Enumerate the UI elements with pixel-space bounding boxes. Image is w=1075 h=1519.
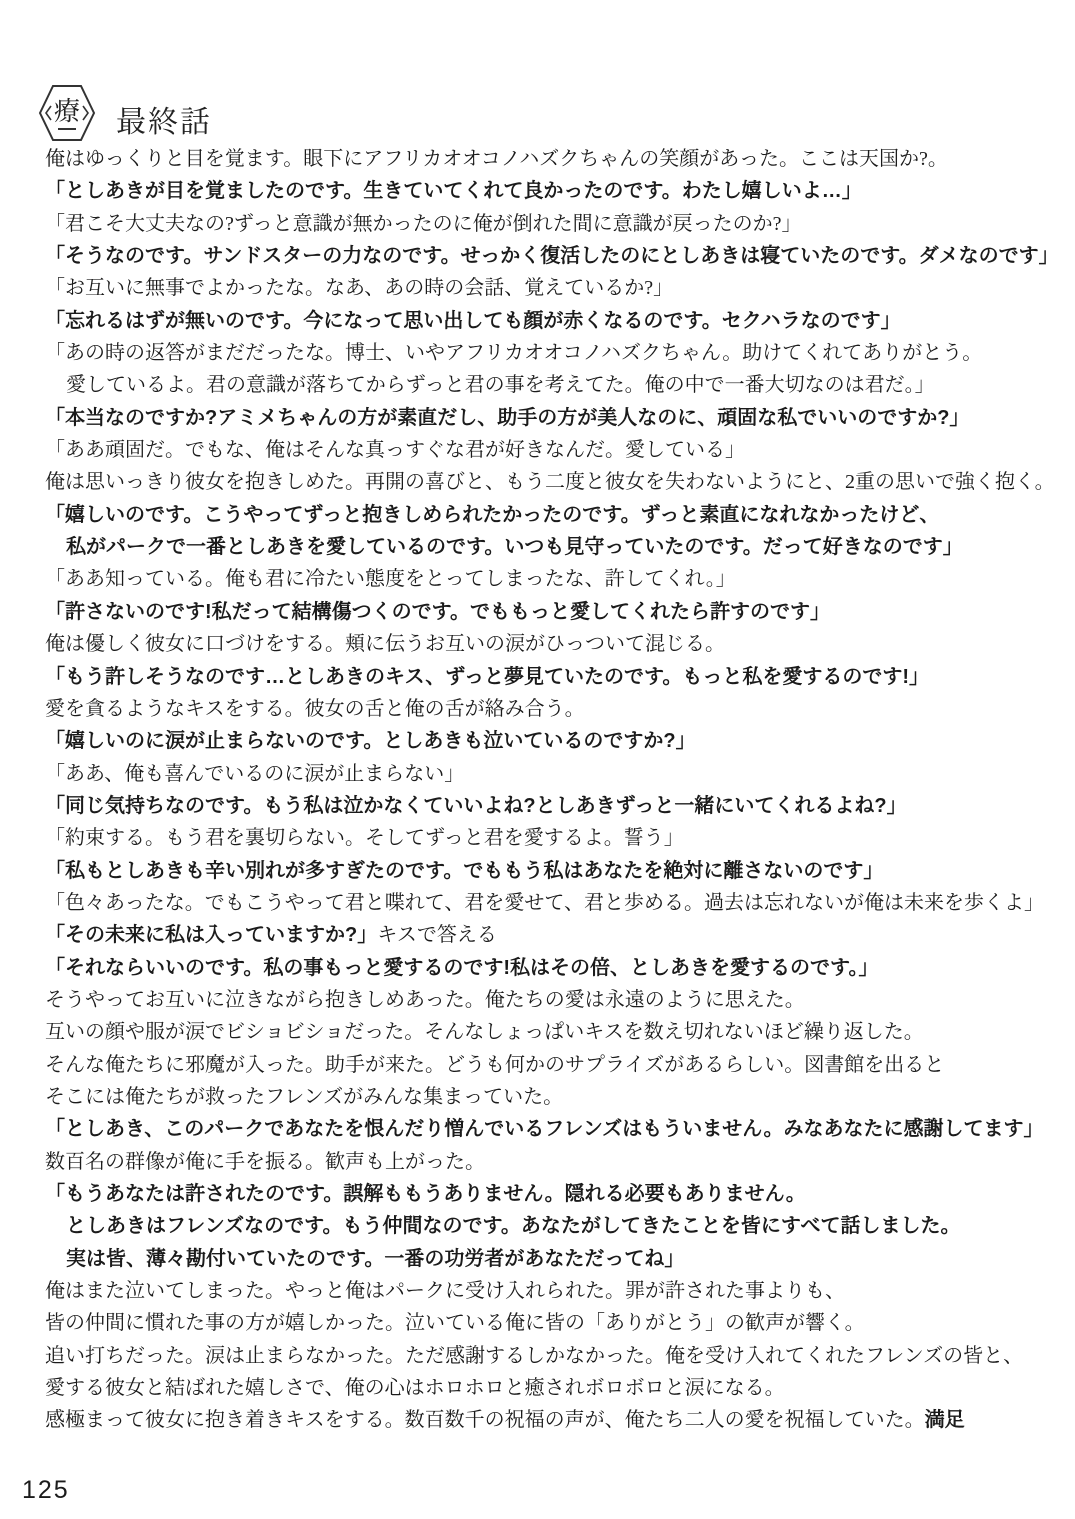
text-line — [45, 499, 1045, 531]
dialogue-bold-segment: 「嬉しいのです。こうやってずっと抱きしめられたかったのです。ずっと素直になれなかったけど、 — [45, 503, 940, 526]
narration-segment: 「あの時の返答がまだだったな。博士、いやアフリカオオコノハズクちゃん。助けてくれてありがとう。 — [45, 342, 983, 365]
dialogue-bold-segment: 「もう許しそうなのです…としあきのキス、ずっと夢見ていたのです。もっと私を愛するのです!」 — [45, 665, 930, 688]
dialogue-bold-segment: 「としあきが目を覚ましたのです。生きていてくれて良かったのです。わたし嬉しいよ…」 — [45, 180, 862, 203]
text-line — [45, 1081, 1045, 1113]
dialogue-bold-segment: 「忘れるはずが無いのです。今になって思い出しても顔が赤くなるのです。セクハラなのです」 — [45, 309, 901, 332]
narration-segment: 「色々あったな。でもこうやって君と喋れて、君を愛せて、君と歩める。過去は忘れないが俺は未来を歩くよ」 — [45, 891, 1044, 914]
text-line — [45, 1210, 1045, 1242]
text-line — [45, 272, 1045, 304]
narration-segment: 俺はまた泣いてしまった。やっと俺はパークに受け入れられた。罪が許された事よりも、 — [45, 1280, 845, 1303]
page-number: 125 — [22, 1476, 70, 1504]
svg-text:療: 療 — [53, 97, 81, 126]
text-line — [45, 143, 1045, 175]
dialogue-bold-segment: 私がパークで一番としあきを愛しているのです。いつも見守っていたのです。だって好きなのです」 — [66, 536, 963, 559]
text-line — [45, 855, 1045, 887]
text-line — [45, 208, 1045, 240]
narration-segment: 愛する彼女と結ばれた嬉しさで、俺の心はホロホロと癒されボロボロと涙になる。 — [45, 1377, 785, 1400]
text-line — [45, 984, 1045, 1016]
dialogue-bold-segment: 満足 — [924, 1409, 965, 1432]
narration-segment: 「君こそ大丈夫なの?ずっと意識が無かったのに俺が倒れた間に意識が戻ったのか?」 — [45, 212, 802, 235]
narration-segment: 愛を貪るようなキスをする。彼女の舌と俺の舌が絡み合う。 — [45, 697, 585, 720]
narration-segment: そこには俺たちが救ったフレンズがみんな集まっていた。 — [45, 1085, 564, 1108]
hexagon-ryo-badge-icon — [38, 80, 96, 146]
text-line — [45, 563, 1045, 595]
text-line — [45, 725, 1045, 757]
text-line — [45, 1404, 1045, 1436]
text-line — [45, 369, 1045, 401]
text-line — [45, 1307, 1045, 1339]
narration-segment: 互いの顔や服が涙でビショビショだった。そんなしょっぱいキスを数え切れないほど繰り返した。 — [45, 1021, 924, 1044]
dialogue-bold-segment: 「私もとしあきも辛い別れが多すぎたのです。でももう私はあなたを絶対に離さないのです」 — [45, 859, 884, 882]
narration-segment: 「約束する。もう君を裏切らない。そしてずっと君を愛するよ。誓う」 — [45, 827, 684, 850]
dialogue-bold-segment: 「そうなのです。サンドスターの力なのです。せっかく復活したのにとしあきは寝ていたのです。ダメなのです」 — [45, 245, 1059, 268]
dialogue-bold-segment: としあきはフレンズなのです。もう仲間なのです。あなたがしてきたことを皆にすべて話しました。 — [66, 1215, 961, 1238]
dialogue-bold-segment: 「もうあなたは許されたのです。誤解ももうありません。隠れる必要もありません。 — [45, 1183, 806, 1205]
text-line — [45, 1275, 1045, 1307]
text-line — [45, 466, 1055, 498]
narration-segment: 追い打ちだった。涙は止まらなかった。ただ感謝するしかなかった。俺を受け入れてくれたフレンズの皆と、 — [45, 1344, 1024, 1367]
narration-segment: 「ああ頑固だ。でもな、俺はそんな真っすぐな君が好きなんだ。愛している」 — [45, 439, 745, 462]
text-line — [45, 919, 1045, 951]
dialogue-bold-segment: 「その未来に私は入っていますか?」 — [45, 924, 378, 947]
body-lines — [45, 143, 1059, 1437]
narration-segment: 数百名の群像が俺に手を振る。歓声も上がった。 — [45, 1150, 485, 1173]
text-line — [45, 434, 1045, 466]
narration-segment: そんな俺たちに邪魔が入った。助手が来た。どうも何かのサプライズがあるらしい。図書館を出ると — [45, 1053, 945, 1076]
narration-segment: そうやってお互いに泣きながら抱きしめあった。俺たちの愛は永遠のように思えた。 — [45, 988, 805, 1011]
narration-segment: 「ああ知っている。俺も君に冷たい態度をとってしまったな、許してくれ。」 — [45, 568, 736, 591]
text-line — [45, 661, 1045, 693]
narration-segment: 愛しているよ。君の意識が落ちてからずっと君の事を考えてた。俺の中で一番大切なのは君だ。」 — [66, 374, 935, 397]
text-line — [45, 628, 1045, 660]
text-line — [45, 790, 1045, 822]
text-line — [45, 1178, 1045, 1210]
narration-segment: キスで答える — [377, 924, 497, 947]
text-line — [45, 758, 1045, 790]
narration-segment: 俺は思いっきり彼女を抱きしめた。再開の喜びと、もう二度と彼女を失わないようにと、2重の思いで強く抱く。 — [45, 471, 1055, 494]
text-line — [45, 822, 1045, 854]
text-line — [45, 175, 1045, 207]
dialogue-bold-segment: 「嬉しいのに涙が止まらないのです。としあきも泣いているのですか?」 — [45, 730, 696, 753]
text-line — [45, 337, 1045, 369]
text-line — [45, 952, 1045, 984]
dialogue-bold-segment: 「許さないのです!私だって結構傷つくのです。でももっと愛してくれたら許すのです」 — [45, 600, 831, 623]
narration-segment: 「ああ、俺も喜んでいるのに涙が止まらない」 — [45, 762, 465, 785]
dialogue-bold-segment: 「それならいいのです。私の事もっと愛するのです!私はその倍、としあきを愛するのです。」 — [45, 956, 879, 979]
text-line — [45, 1243, 1045, 1275]
text-line — [45, 693, 1045, 725]
narration-segment: 「お互いに無事でよかったな。なあ、あの時の会話、覚えているか?」 — [45, 277, 674, 300]
text-line — [45, 1146, 1045, 1178]
narration-segment: 俺はゆっくりと目を覚ます。眼下にアフリカオオコノハズクちゃんの笑顔があった。ここは天国か?。 — [45, 148, 948, 170]
text-line — [45, 1372, 1045, 1404]
narration-segment: 感極まって彼女に抱き着きキスをする。数百数千の祝福の声が、俺たち二人の愛を祝福していた。 — [45, 1409, 925, 1432]
text-line — [45, 1340, 1045, 1372]
text-line — [45, 887, 1045, 919]
dialogue-bold-segment: 「同じ気持ちなのです。もう私は泣かなくていいよね?としあきずっと一緒にいてくれるよね?」 — [45, 794, 907, 817]
narration-segment: 俺は優しく彼女に口づけをする。頬に伝うお互いの涙がひっついて混じる。 — [45, 633, 725, 656]
dialogue-bold-segment: 「としあき、このパークであなたを恨んだり憎んでいるフレンズはもういません。みなあなたに感謝してます」 — [45, 1118, 1044, 1141]
page-title: 最終話 — [116, 106, 212, 139]
text-line — [45, 305, 1045, 337]
text-line — [45, 1113, 1045, 1145]
text-line — [45, 1049, 1045, 1081]
text-line — [45, 240, 1059, 272]
text-line — [45, 596, 1045, 628]
text-line — [45, 531, 1045, 563]
text-line — [45, 402, 1045, 434]
dialogue-bold-segment: 実は皆、薄々勘付いていたのです。一番の功労者があなただってね」 — [66, 1247, 685, 1270]
narration-segment: 皆の仲間に慣れた事の方が嬉しかった。泣いている俺に皆の「ありがとう」の歓声が響く。 — [45, 1312, 865, 1335]
dialogue-bold-segment: 「本当なのですか?アミメちゃんの方が素直だし、助手の方が美人なのに、頑固な私でいいのですか?」 — [45, 406, 970, 429]
chapter-header — [38, 80, 96, 146]
text-line — [45, 1016, 1045, 1048]
